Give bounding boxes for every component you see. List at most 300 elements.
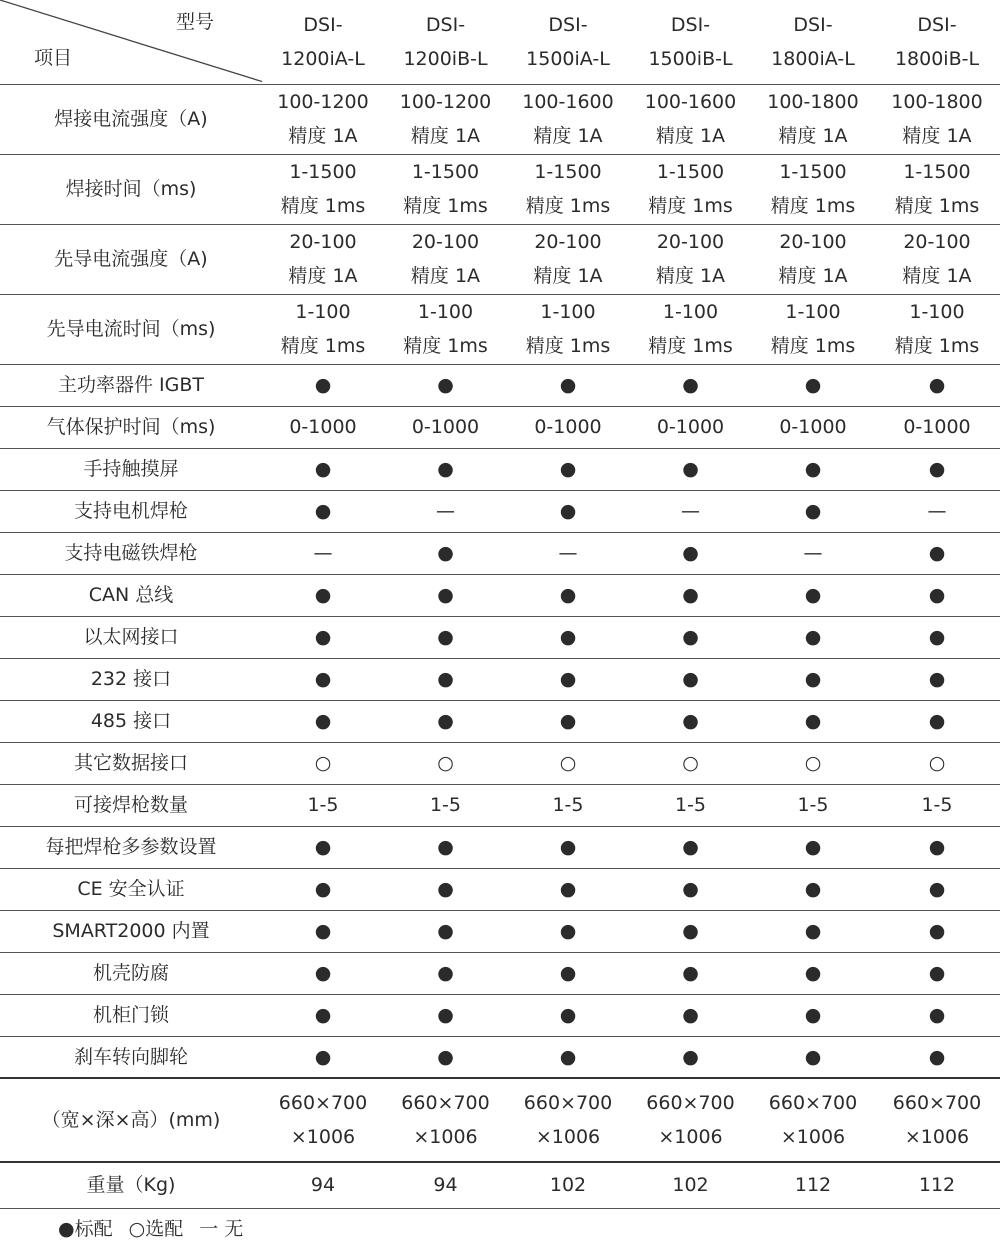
spec-cell (507, 868, 629, 910)
spec-cell (384, 1036, 507, 1078)
cell-value: 1-1500 (411, 161, 480, 183)
cell-value: ● (437, 626, 454, 648)
cell-value: ● (804, 962, 822, 984)
spec-cell (384, 658, 507, 700)
cell-value: ○ (682, 752, 699, 774)
spec-row (0, 364, 1000, 406)
spec-cell (384, 910, 507, 952)
cell-value: ● (928, 1004, 946, 1026)
spec-cell (752, 532, 874, 574)
cell-detail: 精度 1ms (525, 195, 611, 217)
spec-cell (874, 910, 1000, 952)
cell-detail: 精度 1ms (648, 195, 733, 217)
spec-cell (507, 910, 629, 952)
spec-row (0, 784, 1000, 826)
cell-value: ● (559, 878, 577, 900)
cell-value: 660×700 (523, 1092, 613, 1114)
spec-cell (507, 154, 629, 224)
cell-value: 100-1600 (522, 91, 614, 113)
cell-value: 0-1000 (779, 416, 847, 438)
cell-value: ● (682, 962, 699, 984)
spec-cell (629, 952, 752, 994)
cell-detail: 精度 1A (533, 125, 603, 147)
cell-value: ● (437, 710, 454, 732)
cell-detail: 精度 1A (410, 265, 481, 287)
spec-cell (507, 532, 629, 574)
cell-detail: 精度 1ms (894, 195, 980, 217)
cell-detail: ×1006 (658, 1126, 723, 1148)
cell-value: ● (314, 836, 332, 858)
model-suffix: 1200iA-L (281, 47, 365, 70)
cell-value: ● (682, 374, 699, 396)
cell-value: ○ (928, 752, 946, 774)
spec-cell (752, 616, 874, 658)
cell-value: 0-1000 (411, 416, 480, 438)
cell-detail: 精度 1ms (894, 335, 980, 357)
cell-value: ● (804, 710, 822, 732)
model-prefix: DSI- (670, 13, 711, 36)
cell-value: 100-1200 (277, 91, 369, 113)
spec-cell (752, 574, 874, 616)
cell-value: ● (314, 710, 332, 732)
cell-value: ● (437, 1004, 454, 1026)
spec-cell (262, 448, 384, 490)
spec-cell (507, 616, 629, 658)
model-prefix: DSI- (793, 13, 833, 36)
spec-cell (507, 84, 629, 154)
spec-cell (629, 1078, 752, 1162)
cell-value: ● (559, 458, 577, 480)
spec-cell (262, 994, 384, 1036)
spec-row-label: 焊接电流强度（A) (0, 84, 262, 154)
cell-value: ● (559, 710, 577, 732)
cell-value: 1-100 (909, 301, 965, 323)
cell-value: 20-100 (779, 231, 847, 253)
cell-value: ● (559, 668, 577, 690)
cell-value: 660×700 (646, 1092, 735, 1114)
cell-value: ● (928, 584, 946, 606)
spec-cell (752, 154, 874, 224)
spec-cell (629, 910, 752, 952)
spec-cell (874, 1036, 1000, 1078)
spec-cell (507, 826, 629, 868)
spec-cell (629, 658, 752, 700)
cell-value: 1-1500 (656, 161, 725, 183)
spec-cell (507, 490, 629, 532)
spec-cell (507, 364, 629, 406)
cell-value: ○ (804, 752, 822, 774)
cell-value: 660×700 (768, 1092, 858, 1114)
cell-value: ● (804, 878, 822, 900)
spec-row (0, 532, 1000, 574)
header-row (0, 0, 1000, 84)
cell-value: ● (314, 1004, 332, 1026)
spec-cell (384, 700, 507, 742)
cell-detail: 精度 1ms (280, 195, 366, 217)
cell-value: ● (314, 920, 332, 942)
cell-detail: 精度 1ms (403, 195, 488, 217)
spec-cell (874, 154, 1000, 224)
spec-row (0, 826, 1000, 868)
spec-cell (384, 742, 507, 784)
cell-value: ● (682, 1004, 699, 1026)
spec-row (0, 910, 1000, 952)
cell-detail: ×1006 (413, 1126, 478, 1148)
spec-row (0, 574, 1000, 616)
spec-cell (262, 910, 384, 952)
spec-cell (752, 490, 874, 532)
cell-value: — (803, 542, 823, 564)
cell-value: ● (314, 626, 332, 648)
spec-row (0, 742, 1000, 784)
spec-row-label: 支持电磁铁焊枪 (0, 532, 262, 574)
cell-detail: 精度 1ms (648, 335, 733, 357)
spec-cell (752, 84, 874, 154)
spec-cell (384, 868, 507, 910)
cell-value: ● (928, 1045, 946, 1068)
spec-row (0, 294, 1000, 364)
model-header-5 (752, 0, 874, 84)
cell-detail: ×1006 (535, 1126, 601, 1148)
cell-value: ○ (314, 752, 332, 774)
cell-detail: 精度 1A (778, 265, 848, 287)
spec-cell (752, 294, 874, 364)
legend-standard: ●标配 (58, 1218, 113, 1240)
spec-cell (262, 294, 384, 364)
cell-value: ● (928, 920, 946, 942)
cell-value: 1-5 (552, 794, 584, 816)
model-prefix: DSI- (303, 13, 343, 36)
cell-value: ● (804, 500, 822, 522)
cell-value: 660×700 (892, 1092, 982, 1114)
cell-value: 0-1000 (903, 416, 971, 438)
spec-cell (262, 868, 384, 910)
spec-row (0, 490, 1000, 532)
cell-value: ● (437, 1045, 454, 1068)
cell-detail: 精度 1ms (280, 335, 366, 357)
spec-cell (752, 406, 874, 448)
spec-row-label: 手持触摸屏 (0, 448, 262, 490)
spec-cell (384, 294, 507, 364)
model-header-1 (262, 0, 384, 84)
spec-cell (507, 1078, 629, 1162)
cell-value: ● (437, 878, 454, 900)
cell-value: — (558, 542, 578, 564)
cell-value: ● (928, 962, 946, 984)
cell-value: ● (437, 542, 454, 564)
cell-value: 1-1500 (779, 161, 847, 183)
spec-cell (874, 224, 1000, 294)
spec-row-label: 232 接口 (0, 658, 262, 700)
spec-cell (629, 406, 752, 448)
spec-cell (384, 574, 507, 616)
spec-cell (262, 952, 384, 994)
spec-cell (629, 364, 752, 406)
cell-value: 1-100 (785, 301, 841, 323)
spec-cell (629, 784, 752, 826)
cell-value: ● (314, 458, 332, 480)
cell-value: 100-1800 (891, 91, 983, 113)
spec-cell (752, 224, 874, 294)
spec-cell (262, 1078, 384, 1162)
cell-value: ● (437, 920, 454, 942)
cell-value: 1-5 (921, 794, 953, 816)
model-prefix: DSI- (917, 13, 957, 36)
model-header-6 (874, 0, 1000, 84)
spec-cell (752, 826, 874, 868)
cell-detail: 精度 1A (533, 265, 603, 287)
spec-cell (629, 490, 752, 532)
spec-cell (262, 574, 384, 616)
cell-value: ● (804, 374, 822, 396)
spec-cell (384, 154, 507, 224)
spec-cell (384, 616, 507, 658)
cell-detail: 精度 1A (288, 125, 358, 147)
cell-value: ● (928, 878, 946, 900)
cell-value: 660×700 (278, 1092, 368, 1114)
model-suffix: 1800iB-L (894, 47, 980, 70)
cell-value: ● (559, 1045, 577, 1068)
header-corner-cell (0, 0, 262, 84)
cell-value: ● (437, 836, 454, 858)
cell-value: ● (682, 1045, 699, 1068)
spec-cell (262, 658, 384, 700)
cell-value: ● (928, 710, 946, 732)
spec-cell (262, 700, 384, 742)
cell-value: ● (559, 584, 577, 606)
cell-detail: ×1006 (780, 1126, 846, 1148)
cell-value: ● (928, 626, 946, 648)
cell-value: ● (682, 920, 699, 942)
cell-value: ● (682, 668, 699, 690)
spec-cell (629, 574, 752, 616)
spec-cell (752, 868, 874, 910)
model-suffix: 1500iA-L (526, 47, 610, 70)
spec-cell (384, 448, 507, 490)
spec-cell (752, 784, 874, 826)
cell-value: ● (437, 584, 454, 606)
spec-row (0, 84, 1000, 154)
spec-row-label: CAN 总线 (0, 574, 262, 616)
spec-row (0, 448, 1000, 490)
spec-row (0, 616, 1000, 658)
spec-cell (874, 448, 1000, 490)
cell-value: ● (804, 1045, 822, 1068)
spec-row-label: 485 接口 (0, 700, 262, 742)
spec-cell (384, 224, 507, 294)
spec-row (0, 994, 1000, 1036)
cell-detail: 精度 1A (778, 125, 848, 147)
cell-value: ● (314, 584, 332, 606)
spec-cell (752, 448, 874, 490)
cell-value: ● (314, 962, 332, 984)
cell-value: ● (314, 1045, 332, 1068)
spec-row (0, 154, 1000, 224)
cell-value: — (313, 542, 333, 564)
spec-cell (384, 784, 507, 826)
spec-cell (629, 154, 752, 224)
spec-cell (507, 224, 629, 294)
cell-value: ● (314, 374, 332, 396)
cell-value: 20-100 (411, 231, 480, 253)
spec-cell (507, 1036, 629, 1078)
spec-cell (629, 1036, 752, 1078)
spec-row-label: （宽×深×高）(mm) (0, 1078, 262, 1162)
spec-cell (262, 490, 384, 532)
cell-value: ● (804, 668, 822, 690)
spec-row-label: SMART2000 内置 (0, 910, 262, 952)
cell-value: 100-1600 (644, 91, 737, 113)
cell-value: 0-1000 (656, 416, 725, 438)
cell-detail: 精度 1A (902, 125, 972, 147)
spec-row (0, 406, 1000, 448)
cell-value: ● (559, 626, 577, 648)
cell-detail: 精度 1A (288, 265, 358, 287)
spec-row (0, 658, 1000, 700)
cell-value: ● (804, 1004, 822, 1026)
spec-cell (507, 448, 629, 490)
spec-row-label: 支持电机焊枪 (0, 490, 262, 532)
spec-cell (262, 532, 384, 574)
model-suffix: 1500iB-L (648, 47, 733, 70)
cell-value: — (927, 500, 947, 522)
cell-value: 1-1500 (534, 161, 602, 183)
cell-value: ● (804, 836, 822, 858)
cell-value: ● (437, 962, 454, 984)
cell-value: 20-100 (534, 231, 602, 253)
cell-value: ● (928, 836, 946, 858)
cell-value: ● (437, 668, 454, 690)
cell-value: — (436, 500, 455, 522)
spec-row (0, 1162, 1000, 1208)
model-header-3 (507, 0, 629, 84)
spec-cell (507, 700, 629, 742)
spec-row (0, 1078, 1000, 1162)
cell-value: ● (437, 458, 454, 480)
spec-cell (384, 364, 507, 406)
spec-cell (384, 826, 507, 868)
cell-value: 660×700 (401, 1092, 490, 1114)
cell-value: ● (559, 1004, 577, 1026)
cell-value: ● (928, 374, 946, 396)
item-header-label: 项目 (34, 47, 73, 69)
spec-cell (874, 658, 1000, 700)
spec-cell (752, 1078, 874, 1162)
cell-value: 1-100 (295, 301, 351, 323)
cell-value: 1-1500 (289, 161, 357, 183)
cell-value: 1-1500 (903, 161, 971, 183)
spec-row-label: 机柜门锁 (0, 994, 262, 1036)
spec-cell (384, 1078, 507, 1162)
spec-row (0, 952, 1000, 994)
cell-value: ● (682, 626, 699, 648)
cell-value: 1-5 (429, 794, 462, 816)
spec-row (0, 224, 1000, 294)
spec-row (0, 700, 1000, 742)
spec-row (0, 1036, 1000, 1078)
spec-cell (629, 616, 752, 658)
cell-value: ● (928, 668, 946, 690)
spec-cell (629, 1162, 752, 1208)
spec-cell (262, 784, 384, 826)
cell-detail: ×1006 (904, 1126, 970, 1148)
cell-value: 20-100 (656, 231, 725, 253)
cell-value: ● (682, 878, 699, 900)
spec-cell (874, 826, 1000, 868)
model-header-label: 型号 (175, 11, 214, 33)
spec-cell (507, 574, 629, 616)
spec-row-label: 机壳防腐 (0, 952, 262, 994)
spec-cell (752, 742, 874, 784)
spec-cell (874, 952, 1000, 994)
cell-detail: 精度 1ms (403, 335, 488, 357)
spec-cell (262, 1036, 384, 1078)
spec-cell (384, 406, 507, 448)
spec-cell (752, 658, 874, 700)
cell-detail: 精度 1A (655, 125, 726, 147)
cell-value: ● (559, 500, 577, 522)
spec-row-label: 主功率器件 IGBT (0, 364, 262, 406)
spec-cell (507, 784, 629, 826)
spec-row-label: 每把焊枪多参数设置 (0, 826, 262, 868)
spec-cell (874, 994, 1000, 1036)
spec-cell (507, 406, 629, 448)
cell-value: 20-100 (903, 231, 971, 253)
spec-cell (874, 532, 1000, 574)
cell-value: ● (682, 458, 699, 480)
spec-cell (629, 868, 752, 910)
spec-cell (384, 952, 507, 994)
legend-optional: ○选配 (128, 1218, 184, 1240)
spec-row-label: 其它数据接口 (0, 742, 262, 784)
spec-cell (752, 1162, 874, 1208)
cell-value: ● (682, 542, 699, 564)
cell-value: ● (314, 500, 332, 522)
spec-cell (874, 294, 1000, 364)
model-prefix: DSI- (425, 13, 466, 36)
cell-value: 102 (672, 1174, 709, 1197)
spec-cell (384, 994, 507, 1036)
model-header-2 (384, 0, 507, 84)
spec-cell (507, 658, 629, 700)
spec-cell (752, 1036, 874, 1078)
cell-value: 20-100 (289, 231, 357, 253)
model-suffix: 1200iB-L (403, 47, 488, 70)
cell-detail: 精度 1ms (770, 335, 856, 357)
spec-row-label: 刹车转向脚轮 (0, 1036, 262, 1078)
cell-value: ● (559, 962, 577, 984)
cell-value: 1-100 (417, 301, 474, 323)
spec-cell (629, 742, 752, 784)
cell-value: ● (804, 584, 822, 606)
cell-value: 94 (433, 1174, 458, 1197)
cell-value: 1-5 (674, 794, 707, 816)
spec-cell (507, 994, 629, 1036)
spec-cell (629, 294, 752, 364)
cell-detail: 精度 1ms (770, 195, 856, 217)
spec-cell (874, 1078, 1000, 1162)
spec-cell (752, 952, 874, 994)
spec-cell (874, 364, 1000, 406)
cell-value: 1-5 (307, 794, 339, 816)
cell-value: ● (682, 584, 699, 606)
spec-cell (629, 700, 752, 742)
cell-value: 1-5 (797, 794, 829, 816)
cell-value: ● (928, 458, 946, 480)
spec-row-label: 先导电流时间（ms) (0, 294, 262, 364)
cell-value: ● (804, 458, 822, 480)
model-prefix: DSI- (548, 13, 588, 36)
